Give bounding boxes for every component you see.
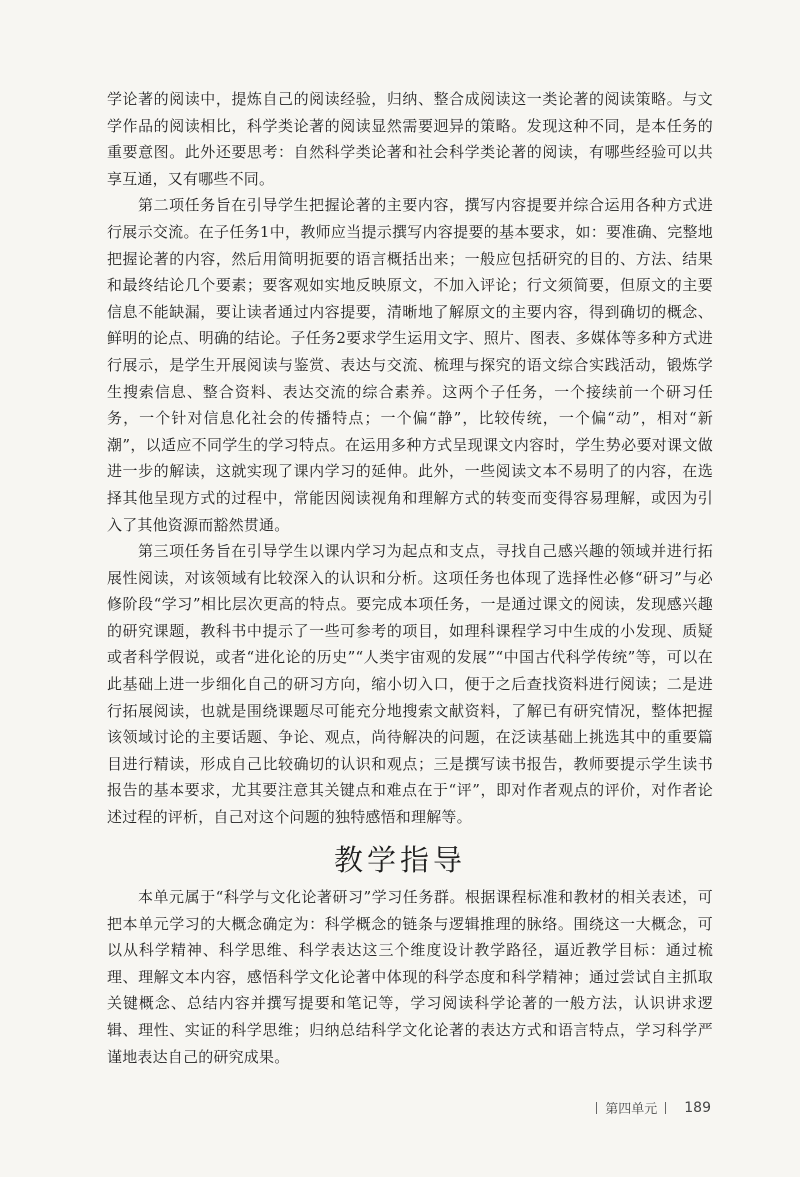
paragraph-task-two: 第二项任务旨在引导学生把握论著的主要内容，撰写内容提要并综合运用各种方式进行展示交流。在子任务1中，教师应当提示撰写内容提要的基本要求，如：要准确、完整地把握论著的内容，然后用简明扼要的语言概括出来；一般应包括研究的目的、方法、结果和最终结论几个要素；要客观如实地反映原文，不加入评论；行文须简要，但原文的主要信息不能缺漏，要让读者通过内容提要，清晰地了解原文的主要内容，得到确切的概念、鲜明的论点、明确的结论。子任务2要求学生运用文字、照片、图表、多媒体等多种方式进行展示，是学生开展阅读与鉴赏、表达与交流、梳理与探究的语文综合实践活动，锻炼学生搜索信息、整合资料、表达交流的综合素养。这两个子任务，一个接续前一个研习任务，一个针对信息化社会的传播特点；一个偏“静”，比较传统，一个偏“动”，相对“新潮”，以适应不同学生的学习特点。在运用多种方式呈现课文内容时，学生势必要对课文做进一步的解读，这就实现了课内学习的延伸。此外，一些阅读文本不易明了的内容，在选择其他呈现方式的过程中，常能因阅读视角和理解方式的转变而变得容易理解，或因为引入了其他资源而豁然贯通。: [107, 196, 713, 534]
paragraph-continued: 学论著的阅读中，提炼自己的阅读经验，归纳、整合成阅读这一类论著的阅读策略。与文学作品的阅读相比，科学类论著的阅读显然需要迥异的策略。发现这种不同，是本任务的重要意图。此外还要思考：自然科学类论著和社会科学类论著的阅读，有哪些经验可以共享互通，又有哪些不同。: [107, 90, 713, 188]
unit-label: 第四单元: [605, 1102, 658, 1117]
section-heading: 教学指导: [333, 843, 466, 877]
body-text-top: [107, 86, 713, 831]
paragraph-teaching-guide: 本单元属于“科学与文化论著研习”学习任务群。根据课程标准和教材的相关表述，可把本单元学习的大概念确定为：科学概念的链条与逻辑推理的脉络。围绕这一大概念，可以从科学精神、科学思维、科学表达这三个维度设计教学路径，逼近教学目标：通过梳理、理解文本内容，感悟科学文化论著中体现的科学态度和科学精神；通过尝试自主抓取关键概念、总结内容并撰写提要和笔记等，学习阅读科学论著的一般方法，认识讲求逻辑、理性、实证的科学思维；归纳总结科学文化论著的表达方式和语言特点，学习科学严谨地表达自己的研究成果。: [107, 888, 713, 1066]
page-number: 189: [684, 1099, 711, 1116]
body-text-bottom: [107, 884, 713, 1070]
footer-divider-right: [665, 1102, 666, 1114]
footer-divider-left: [596, 1102, 597, 1114]
page-footer: [588, 1098, 711, 1117]
paragraph-task-three: 第三项任务旨在引导学生以课内学习为起点和支点，寻找自己感兴趣的领域并进行拓展性阅读，对该领域有比较深入的认识和分析。这项任务也体现了选择性必修“研习”与必修阶段“学习”相比层次更高的特点。要完成本项任务，一是通过课文的阅读，发现感兴趣的研究课题，教科书中提示了一些可参考的项目，如理科课程学习中生成的小发现、质疑或者科学假说，或者“进化论的历史”“人类宇宙观的发展”“中国古代科学传统”等，可以在此基础上进一步细化自己的研习方向，缩小切入口，便于之后查找资料进行阅读；二是进行拓展阅读，也就是围绕课题尽可能充分地搜索文献资料，了解已有研究情况，整体把握该领域讨论的主要话题、争论、观点，尚待解决的问题，在泛读基础上挑选其中的重要篇目进行精读，形成自己比较确切的认识和观点；三是撰写读书报告，教师要提示学生读书报告的基本要求，尤其要注意其关键点和难点在于“评”，即对作者观点的评价，对作者论述过程的评析，自己对这个问题的独特感悟和理解等。: [107, 542, 713, 827]
